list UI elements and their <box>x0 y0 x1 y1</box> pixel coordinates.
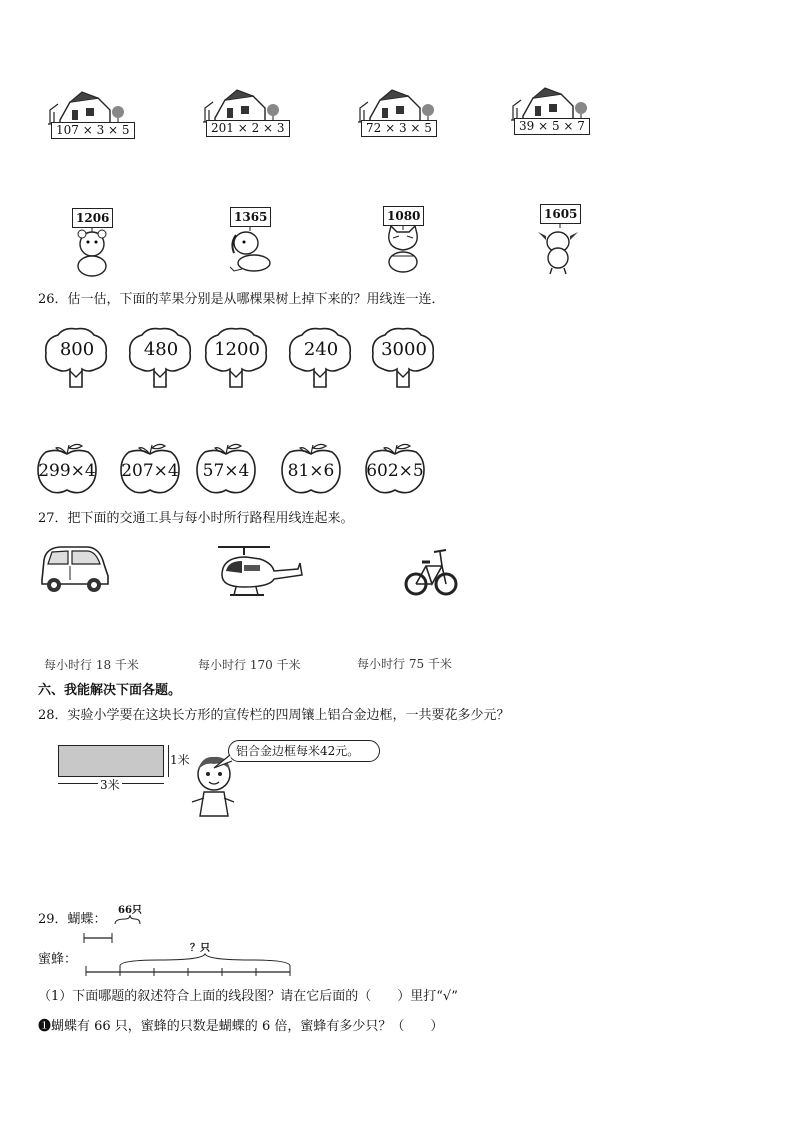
house-expression: 107 × 3 × 5 <box>51 122 135 139</box>
speech-bubble-tail <box>212 754 234 770</box>
billboard-rectangle <box>58 745 164 777</box>
apple-expression: 81×6 <box>287 461 335 481</box>
house-card <box>203 88 283 148</box>
apple-card <box>280 442 342 494</box>
animal-number-label: 1080 <box>383 206 424 226</box>
animal-number-label: 1206 <box>72 208 113 228</box>
animal-card <box>373 206 433 276</box>
speech-text: 铝合金边框每米42元。 <box>236 744 360 758</box>
apple-expression: 602×5 <box>366 461 424 481</box>
house-expression: 39 × 5 × 7 <box>514 118 590 135</box>
apple-expression: 207×4 <box>121 461 179 481</box>
animal-number-label: 1605 <box>540 204 581 224</box>
bee-segment <box>84 950 296 976</box>
tree-number: 480 <box>143 339 179 360</box>
apple-card <box>364 442 426 494</box>
question-29-text: 29．蝴蝶： <box>38 912 107 927</box>
apple-expression: 299×4 <box>38 461 96 481</box>
width-dimension-line <box>168 745 169 777</box>
animal-card <box>220 207 280 277</box>
house-card <box>511 86 591 146</box>
house-card <box>358 88 438 148</box>
car-icon <box>38 542 110 594</box>
question-26-text: 26．估一估，下面的苹果分别是从哪棵果树上掉下来的？用线连一连． <box>38 292 445 307</box>
tree-card <box>42 325 112 395</box>
question-28-text: 28．实验小学要在这块长方形的宣传栏的四周镶上铝合金边框，一共要花多少元？ <box>38 708 510 723</box>
question-29-sub1: （1）下面哪题的叙述符合上面的线段图？请在它后面的（ ）里打“√” <box>38 989 458 1004</box>
house-card <box>48 90 128 150</box>
tree-number: 800 <box>59 339 95 360</box>
tree-number: 240 <box>303 339 339 360</box>
bee-text: 蜜蜂： <box>38 952 78 967</box>
section-6-heading: 六、我能解决下面各题。 <box>38 683 182 698</box>
speed-label-2: 每小时行 170 千米 <box>198 658 301 672</box>
speed-label-1: 每小时行 18 千米 <box>44 658 139 672</box>
animal-card <box>62 208 122 278</box>
length-label: 3米 <box>100 778 120 792</box>
bicycle-icon <box>404 542 458 600</box>
question-29-option1: ❶蝴蝶有 66 只，蜜蜂的只数是蝴蝶的 6 倍，蜜蜂有多少只？（ ） <box>38 1019 444 1034</box>
animal-card <box>530 204 590 274</box>
helicopter-icon <box>214 541 304 601</box>
animal-number-label: 1365 <box>230 207 271 227</box>
question-27-text: 27．把下面的交通工具与每小时所行路程用线连起来。 <box>38 511 354 526</box>
house-expression: 72 × 3 × 5 <box>361 120 437 137</box>
tree-card <box>369 325 439 395</box>
house-expression: 201 × 2 × 3 <box>206 120 290 137</box>
speed-label-3: 每小时行 75 千米 <box>357 657 452 671</box>
tree-card <box>202 325 272 395</box>
tree-number: 3000 <box>381 339 427 360</box>
apple-expression: 57×4 <box>202 461 250 481</box>
apple-card <box>195 442 257 494</box>
butterfly-segment <box>82 912 142 952</box>
butterfly-count-label: 66只 <box>118 905 142 916</box>
width-label: 1米 <box>170 753 190 767</box>
tree-card <box>126 325 196 395</box>
apple-card <box>119 442 181 494</box>
bee-count-label: ？只 <box>190 943 210 954</box>
tree-number: 1200 <box>214 339 260 360</box>
apple-card <box>36 442 98 494</box>
tree-card <box>286 325 356 395</box>
